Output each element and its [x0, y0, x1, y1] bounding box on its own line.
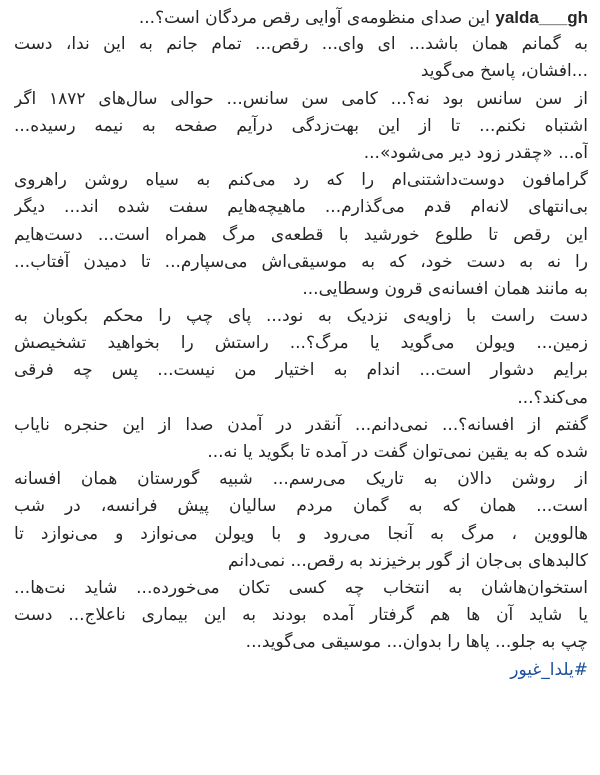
caption-line: دست راست با زاویه‌ی نزدیک به نود... پای چپ را محکم بکوبان به — [14, 306, 588, 327]
caption-first-line — [14, 4, 588, 31]
caption-line: به گمانم همان باشد... ای وای... رقص... تمام جانم به این ندا، دست — [14, 34, 588, 55]
caption-line: استخوان‌هاشان به انتخاب چه کسی تکان می‌خورده... شاید نت‌ها... — [14, 577, 588, 598]
caption-line: را نه به دست خود، که به موسیقی‌اش می‌سپارم... تا دمیدن آفتاب... — [14, 251, 588, 272]
caption-line: چپ به جلو... پاها را بدوان... موسیقی می‌گوید... — [245, 632, 588, 653]
caption-line: از روشن دالان به تاریک می‌رسم... شبیه گورستان همان افسانه — [14, 469, 588, 490]
username-link[interactable]: yalda___gh — [495, 8, 588, 27]
caption-line: بی‌انتهای لانه‌ام قدم می‌گذارم... ماهیچه‌هایم سفت شده اند... دیگر — [14, 197, 588, 218]
caption-line: آه... «چقدر زود دیر می‌شود»... — [363, 142, 588, 163]
caption-line: اشتباه نکنم... تا از این بهت‌زدگی درآیم صفحه به نیمه رسیده... — [14, 115, 588, 136]
caption-line: هالووین ، مرگ به آنجا می‌رود و با ویولن می‌نوازد و می‌نوازد تا — [14, 523, 588, 544]
hashtag-line — [14, 657, 588, 684]
caption-line: برایم دشوار است... اندام به اختیار من نیست... پس چه فرقی — [14, 360, 588, 381]
caption-line: گفتم از افسانه؟... نمی‌دانم... آنقدر در آمدن صدا از این حنجره نایاب — [14, 414, 588, 435]
caption-line: از سن سانس بود نه؟... کامی سن سانس... حوالی سال‌های ۱۸۷۲ اگر — [14, 88, 588, 109]
caption-line: یا شاید آن ها هم گرفتار آمده بودند به این بیماری ناعلاج... دست — [14, 605, 588, 626]
caption-line: ...افشان، پاسخ می‌گوید — [420, 61, 588, 82]
post-caption — [14, 4, 588, 770]
caption-line: به مانند همان افسانه‌ی قرون وسطایی... — [302, 278, 588, 299]
caption-line: کالبدهای بی‌جان از گور برخیزند به رقص... نمی‌دانم — [228, 550, 588, 571]
caption-line: این رقص تا طلوع خورشید با قطعه‌ی مرگ همراه است... دست‌هایم — [14, 224, 588, 245]
caption-text: این صدای منظومه‌ی آوایی رقص مردگان است؟... — [138, 8, 490, 28]
caption-line: است... همان که به گمان مردم سالیان پیش فرانسه، در شب — [14, 496, 588, 517]
caption-line: زمین... ویولن می‌گوید یا مرگ؟... راستش را بخواهید تشخیصش — [14, 333, 588, 354]
caption-line: گرامافون دوست‌داشتنی‌ام را که رد می‌کنم به سیاه روشن راهروی — [14, 170, 588, 191]
caption-line: می‌کند؟... — [517, 387, 588, 408]
hashtag-link[interactable]: #یلدا_غیور — [510, 659, 588, 680]
caption-line: شده که به یقین نمی‌توان گفت در آمده تا بگوید یا نه... — [207, 442, 588, 462]
